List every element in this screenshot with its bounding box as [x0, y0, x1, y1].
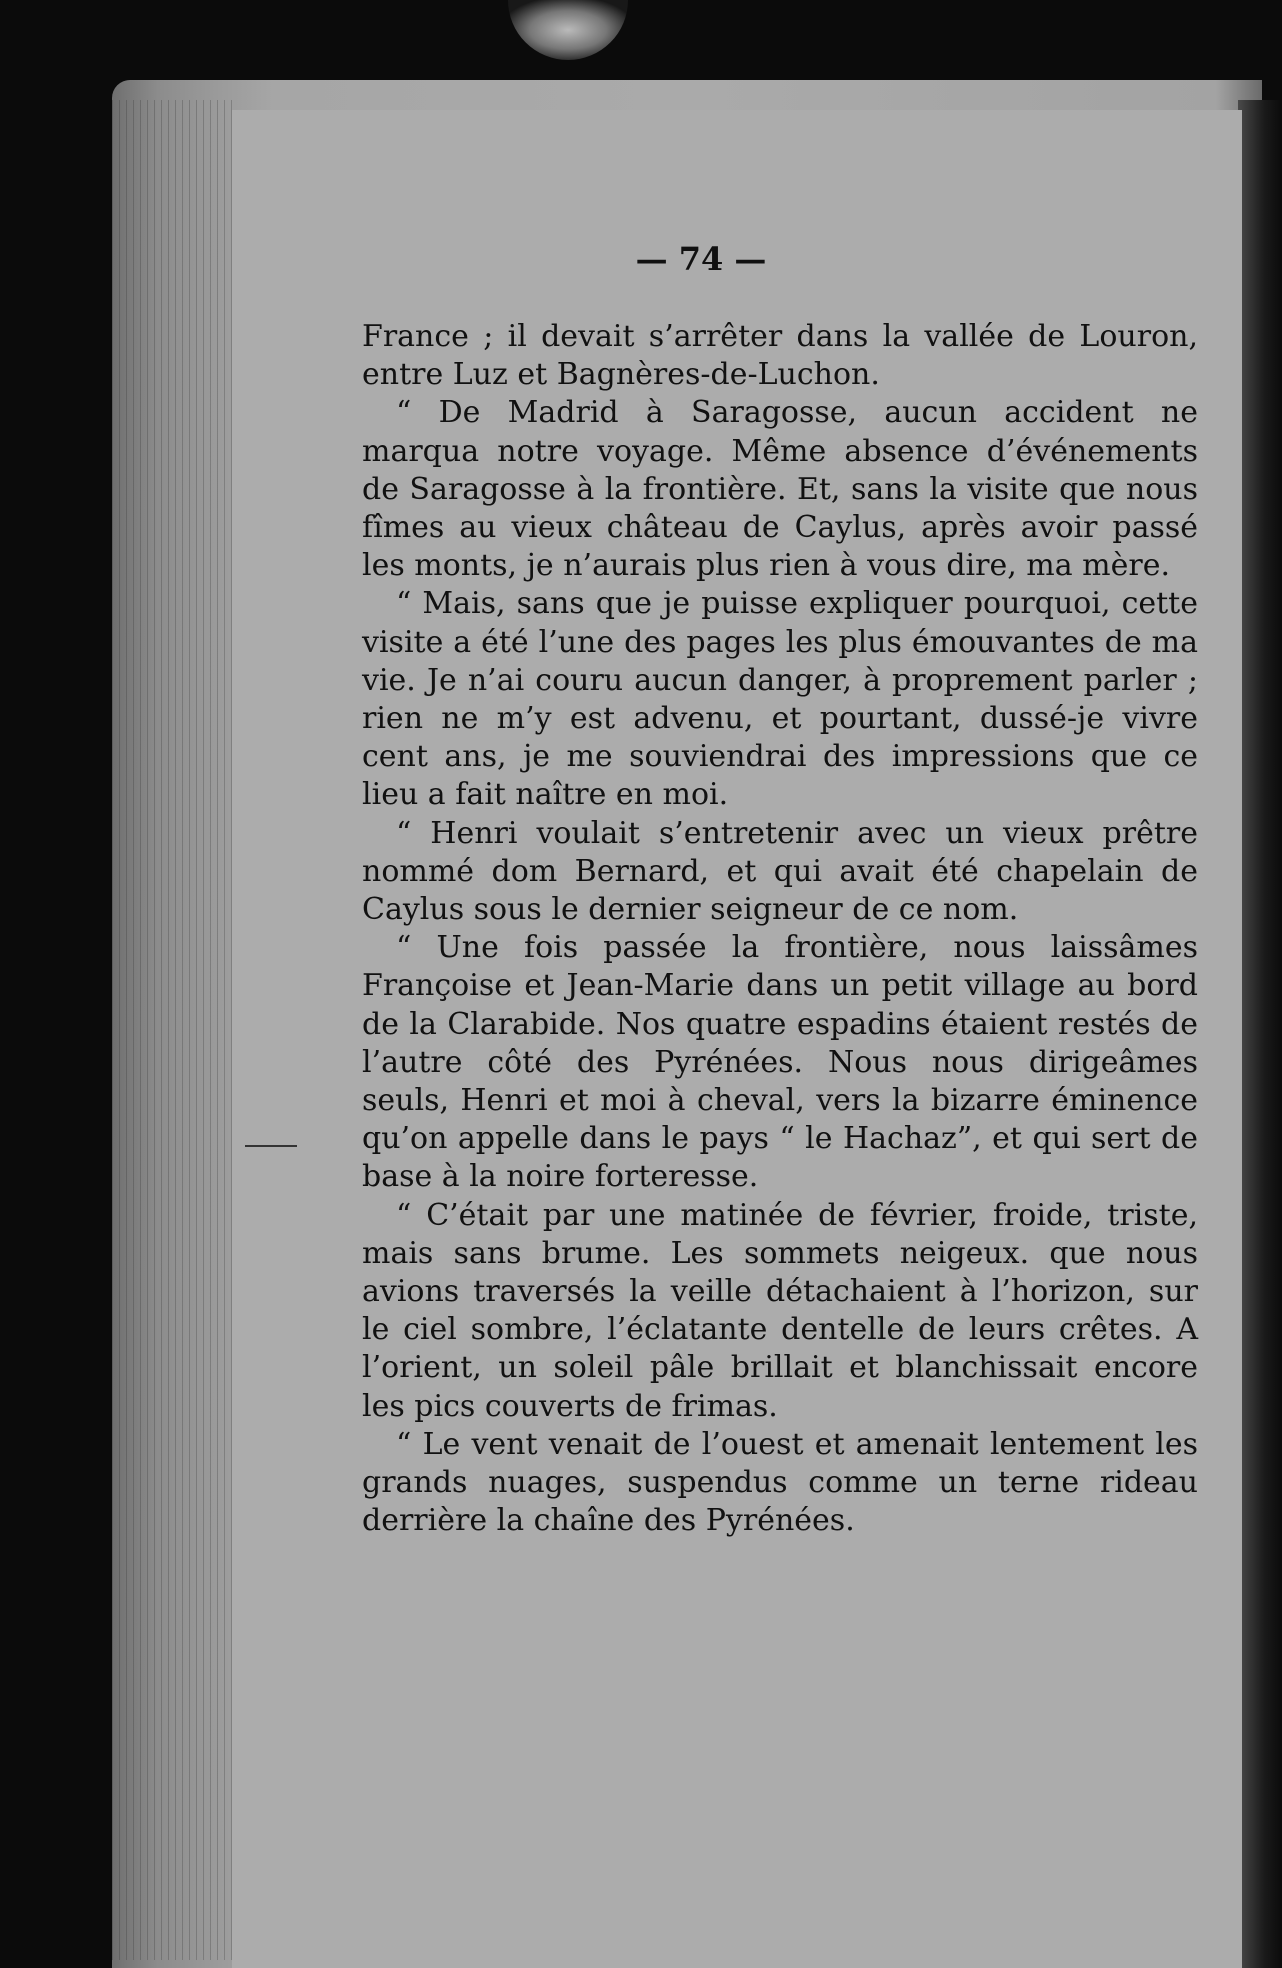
page-edges	[112, 100, 232, 1960]
page-number: — 74 —	[635, 240, 767, 278]
body-text	[362, 318, 1198, 1541]
gutter-shadow	[1238, 100, 1282, 1968]
paragraph: “ C’était par une matinée de février, froide, triste, mais sans brume. Les sommets neigeux. que nous avions traversés la veille détachaient à l’horizon, sur le ciel sombre, l’éclatante dentelle de leurs crêtes. A l’orient, un soleil pâle brillait et blanchissait encore les pics couverts de frimas.	[362, 1197, 1198, 1424]
paragraph: “ Une fois passée la frontière, nous laissâmes Françoise et Jean-Marie dans un petit village au bord de la Clarabide. Nos quatre espadins étaient restés de l’autre côté des Pyrénées. Nous nous dirigeâmes seuls, Henri et moi à cheval, vers la bizarre éminence qu’on appelle dans le pays “ le Hachaz”, et qui sert de base à la noire forteresse.	[362, 930, 1198, 1195]
paper-crease	[245, 1145, 297, 1147]
paragraph: “ Mais, sans que je puisse expliquer pourquoi, cette visite a été l’une des pages les plus émouvantes de ma vie. Je n’ai couru aucun danger, à proprement parler ; rien ne m’y est advenu, et pourtant, dussé-je vivre cent ans, je me souviendrai des impressions que ce lieu a fait naître en moi.	[362, 586, 1198, 813]
binding-thread	[508, 0, 628, 60]
paragraph: “ Le vent venait de l’ouest et amenait lentement les grands nuages, suspendus comme un terne rideau derrière la chaîne des Pyrénées.	[362, 1426, 1198, 1539]
paragraph: “ Henri voulait s’entretenir avec un vieux prêtre nommé dom Bernard, et qui avait été chapelain de Caylus sous le dernier seigneur de ce nom.	[362, 815, 1198, 928]
paragraph: “ De Madrid à Saragosse, aucun accident ne marqua notre voyage. Même absence d’événements de Saragosse à la frontière. Et, sans la visite que nous fîmes au vieux château de Caylus, après avoir passé les monts, je n’aurais plus rien à vous dire, ma mère.	[362, 395, 1198, 584]
paragraph: France ; il devait s’arrêter dans la vallée de Louron, entre Luz et Bagnères-de-Luchon.	[362, 319, 1198, 393]
